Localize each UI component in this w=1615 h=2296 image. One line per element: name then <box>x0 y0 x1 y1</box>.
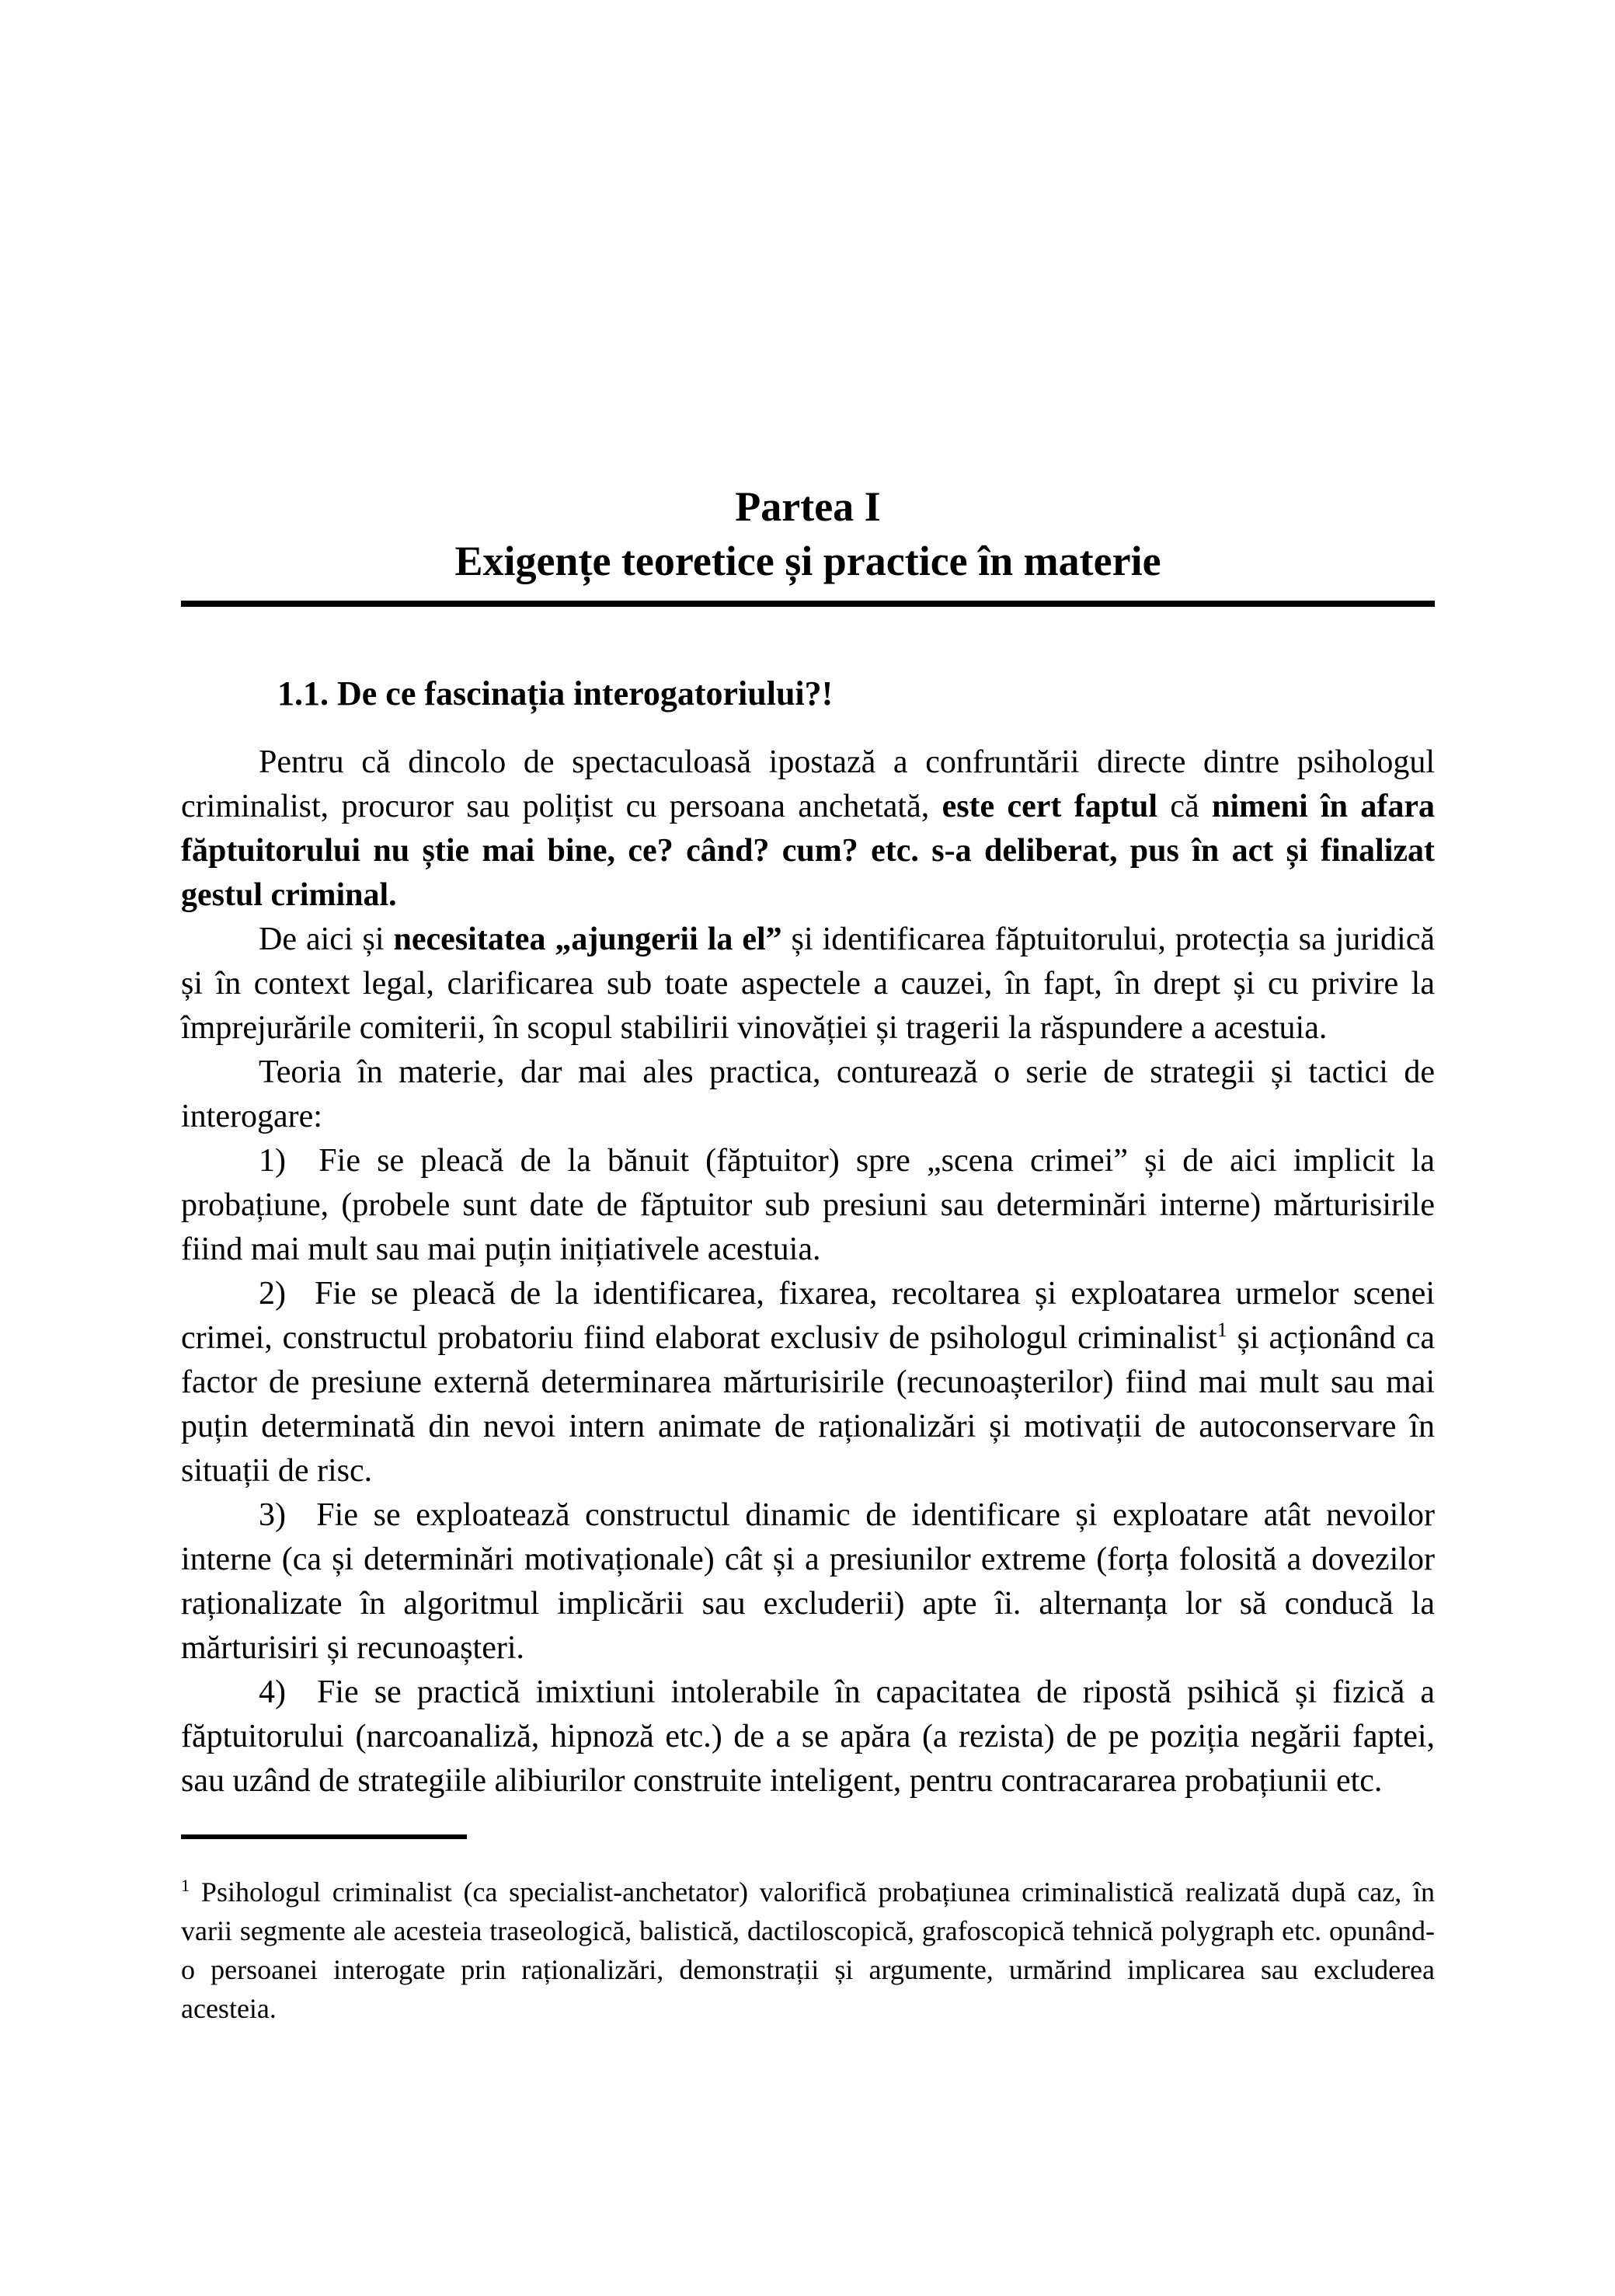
body-paragraph-teoria <box>181 1050 1435 1139</box>
text-run: 2) Fie se pleacă de la identificarea, fixarea, recoltarea și exploatarea urmelor scenei crimei, constructul probatoriu fiind elaborat exclusiv de psihologul criminalist <box>181 1276 1435 1356</box>
body-list-item-2 <box>181 1272 1435 1493</box>
text-run: 4) Fie se practică imixtiuni intolerabile în capacitatea de ripostă psihică și fizică a făptuitorului (narcoanaliză, hipnoză etc.) de a se apăra (a rezista) de pe poziția negării faptei, sau uzând de strategiile alibiurilor construite inteligent, pentru contracararea probațiunii etc. <box>181 1674 1435 1799</box>
part-title: Partea I <box>735 483 881 530</box>
body-list-item-3 <box>181 1493 1435 1671</box>
body-paragraph-necesitatea <box>181 918 1435 1050</box>
text-run: Teoria în materie, dar mai ales practica, conturează o serie de strategii și tactici de interogare: <box>181 1054 1435 1134</box>
text-run: necesitatea „ajungerii la el” <box>393 922 782 957</box>
text-run: 1) Fie se pleacă de la bănuit (făptuitor) spre „scena crimei” și de aici implicit la probațiune, (probele sunt date de făptuitor sub presiuni sau determinări interne) mărturisirile fiind mai mult sau mai puțin inițiativele acestuia. <box>181 1143 1435 1267</box>
title-rule-divider <box>181 601 1435 607</box>
footnote-rule-divider <box>181 1834 467 1839</box>
body-list-item-4 <box>181 1671 1435 1803</box>
document-page <box>181 479 1435 2028</box>
section-heading: 1.1. De ce fascinația interogatoriului?! <box>277 674 834 712</box>
footnote-reference: 1 <box>181 1876 190 1895</box>
text-run: și identificarea făptuitorului, protecția sa juridică și în context legal, clarificarea sub toate aspectele a cauzei, în fapt, în drept și cu privire la împrejurările comiterii, în scopul stabilirii vinovăției și tragerii la răspundere a acestuia. <box>181 922 1436 1046</box>
text-run: nimeni în afara făptuitorului nu știe mai bine, ce? când? cum? etc. s-a deliberat, pus în act și finalizat gestul criminal. <box>181 789 1435 913</box>
footnote-text <box>181 1873 1435 2028</box>
text-run: este cert faptul <box>942 789 1158 824</box>
text-run: Psihologul criminalist (ca specialist-anchetator) valorifică probațiunea criminalistică realizată după caz, în varii segmente ale acesteia traseologică, balistică, dactiloscopică, grafoscopică tehnică polygraph etc. opunând-o persoanei interogate prin raționalizări, demonstrații și argumente, urmărind implicarea sau excluderea acesteia. <box>181 1876 1435 2024</box>
body-list-item-1 <box>181 1139 1435 1272</box>
body-paragraph-intro <box>181 740 1435 918</box>
text-run: că <box>1157 789 1213 824</box>
part-subtitle: Exigențe teoretice și practice în materie <box>454 538 1161 584</box>
text-run: și acționând ca factor de presiune externă determinarea mărturisirile (recunoașterilor) fiind mai mult sau mai puțin determinată din nevoi intern animate de raționalizări și motivații de autoconservare în situații de risc. <box>181 1320 1435 1489</box>
text-run: 3) Fie se exploatează constructul dinamic de identificare și exploatare atât nevoilor interne (ca și determinări motivaționale) cât și a presiunilor extreme (forța folosită a dovezilor raționalizate în algoritmul implicării sau excluderii) apte îi. alternanța lor să conducă la mărturisiri și recunoașteri. <box>181 1497 1435 1666</box>
body-text <box>181 740 1435 1803</box>
text-run: De aici și <box>259 922 394 957</box>
text-run: Pentru că dincolo de spectaculoasă ipostază a confruntării directe dintre psihologul criminalist, procuror sau polițist cu persoana anchetată, <box>181 744 1435 824</box>
footnote-reference: 1 <box>1216 1319 1227 1341</box>
